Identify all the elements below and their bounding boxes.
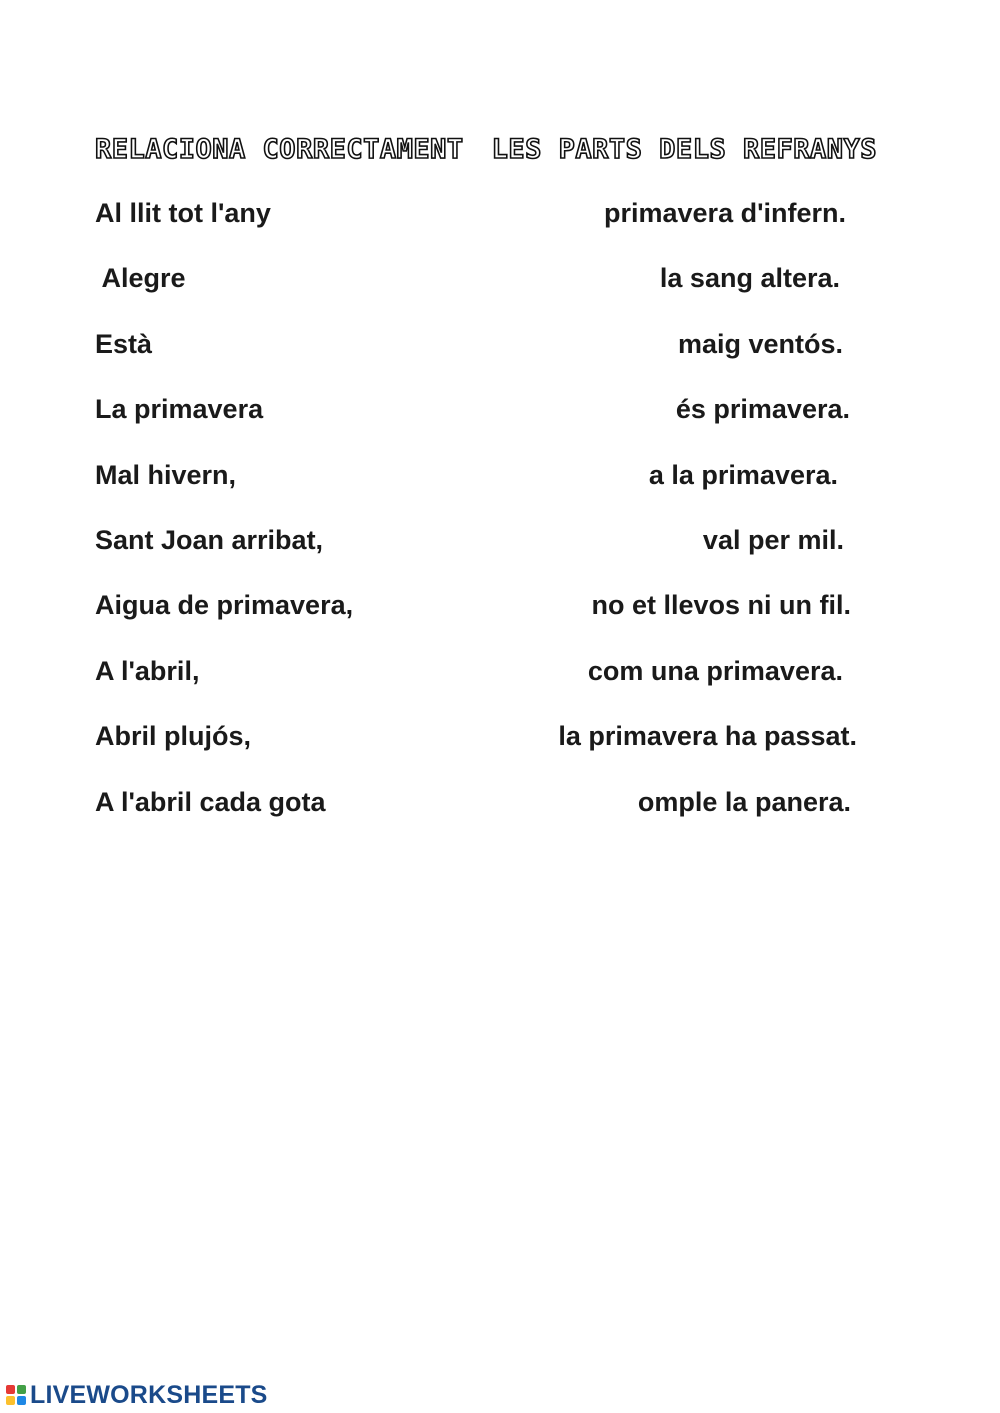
logo-square	[17, 1396, 26, 1405]
proverb-row	[95, 391, 860, 427]
proverb-row	[95, 522, 860, 558]
proverb-row	[95, 260, 860, 296]
liveworksheets-logo-icon	[6, 1385, 26, 1405]
proverb-start[interactable]: Alegre	[95, 263, 186, 293]
proverb-row	[95, 653, 860, 689]
proverb-start[interactable]: Mal hivern,	[95, 460, 237, 490]
logo-square	[6, 1385, 15, 1394]
proverb-end[interactable]: primavera d'infern.	[604, 198, 846, 228]
proverb-start[interactable]: Aigua de primavera,	[95, 590, 354, 620]
proverb-end[interactable]: com una primavera.	[587, 656, 843, 686]
worksheet-title	[95, 128, 945, 172]
proverb-row	[95, 718, 860, 754]
proverb-end[interactable]: a la primavera.	[648, 460, 838, 490]
title-part-2: LES PARTS DELS REFRANYS	[491, 134, 877, 165]
proverb-row	[95, 326, 860, 362]
proverb-end[interactable]: és primavera.	[675, 394, 850, 424]
proverb-end[interactable]: val per mil.	[702, 525, 844, 555]
proverb-row	[95, 195, 860, 231]
logo-square	[6, 1396, 15, 1405]
proverb-end[interactable]: maig ventós.	[677, 329, 843, 359]
proverb-start[interactable]: Està	[95, 329, 153, 359]
proverb-start[interactable]: Al llit tot l'any	[95, 198, 271, 228]
proverb-row	[95, 784, 860, 820]
proverb-row	[95, 457, 860, 493]
proverb-start[interactable]: Abril plujós,	[95, 721, 252, 751]
brand-name: LIVEWORKSHEETS	[30, 1381, 268, 1409]
proverb-end[interactable]: omple la panera.	[637, 787, 851, 817]
liveworksheets-footer	[6, 1380, 268, 1410]
proverb-row	[95, 587, 860, 623]
proverb-end[interactable]: no et llevos ni un fil.	[591, 590, 851, 620]
proverb-end[interactable]: la sang altera.	[659, 263, 840, 293]
proverb-start[interactable]: A l'abril cada gota	[95, 787, 326, 817]
proverb-start[interactable]: A l'abril,	[95, 656, 200, 686]
logo-square	[17, 1385, 26, 1394]
proverb-start[interactable]: La primavera	[95, 394, 264, 424]
title-part-1: RELACIONA CORRECTAMENT	[95, 134, 464, 165]
proverb-start[interactable]: Sant Joan arribat,	[95, 525, 324, 555]
proverb-end[interactable]: la primavera ha passat.	[558, 721, 857, 751]
